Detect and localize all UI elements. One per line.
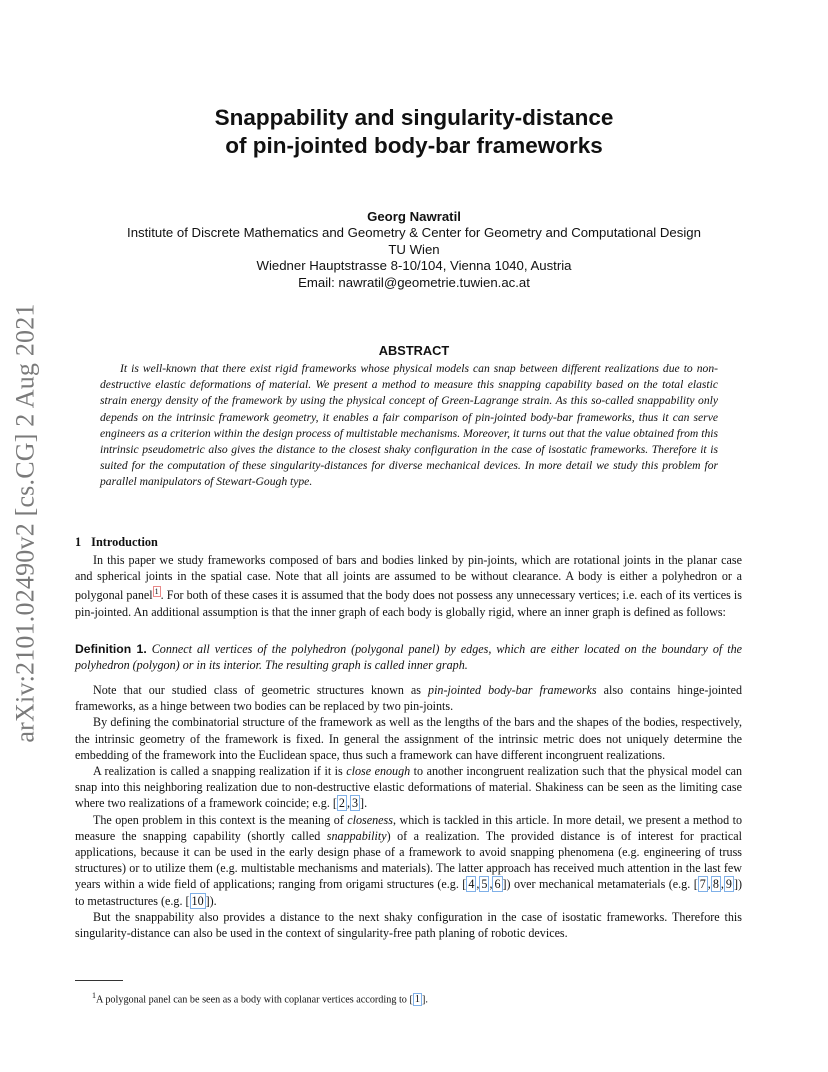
arxiv-identifier: arXiv:2101.02490v2 [cs.CG] 2 Aug 2021 <box>11 303 41 743</box>
paragraph-4: A realization is called a snapping realization if it is close enough to another incongruent realization such that the physical model can snap into this neighboring realization due to non-destructive elastic deformations of material. Shakiness can be seen as the limiting case where two realizations of a framework coincide; e.g. [ 2 , 3 ]. <box>75 764 742 811</box>
author-name: Georg Nawratil <box>367 209 461 224</box>
footnote-divider <box>75 980 123 981</box>
footnote-text: A polygonal panel can be seen as a body with coplanar vertices according to [ <box>96 994 413 1006</box>
footnote-mark: 1 <box>92 991 96 1000</box>
intro-text-a: In this paper we study frameworks composed of bars and bodies linked by pin-joints, which are rotational joints in the planar case and spherical joints in the spatial case. Note that all joints are assumed to be without clearance. A body is either a polyhedron or a polygonal panel <box>75 553 742 603</box>
section-heading <box>75 535 158 550</box>
abstract-heading: ABSTRACT <box>378 343 450 358</box>
intro-paragraph <box>75 552 742 620</box>
citation-link[interactable]: 3 <box>352 796 359 811</box>
citation-link[interactable]: 9 <box>725 877 732 892</box>
paper-title <box>0 104 828 160</box>
definition-text: Connect all vertices of the polyhedron (polygonal panel) by edges, which are either located on the boundary of the polyhedron (polygon) or in its interior. The resulting graph is called inner graph. <box>75 642 742 673</box>
author-block <box>0 209 828 291</box>
title-line-2: of pin-jointed body-bar frameworks <box>225 133 603 158</box>
footnote: $^1$A polygonal panel can be seen as a body with coplanar vertices according to [ 1 ]. <box>92 991 428 1006</box>
citation-link[interactable]: 1 <box>414 994 420 1006</box>
footnote-ref[interactable]: 1 <box>154 587 159 597</box>
paragraph-2: Note that our studied class of geometric structures known as pin-jointed body-bar frameworks also contains hinge-jointed frameworks, as a hinge between two bodies can be replaced by two pin-joints. <box>75 683 742 714</box>
intro-text-b: . For both of these cases it is assumed that the body does not possess any unnecessary vertices; i.e. each of its vertices is pin-jointed. An additional assumption is that the inner graph of each body is globally rigid, where an inner graph is defined as follows: <box>75 588 742 619</box>
citation-link[interactable]: 2 <box>338 796 345 811</box>
citation-link[interactable]: 8 <box>712 877 719 892</box>
paragraph-5: The open problem in this context is the meaning of closeness, which is tackled in this article. In more detail, we present a method to measure the snapping capability (shortly called snappability) of a realization. The provided distance is of interest for practical applications, because it can be used in the early design phase of a framework to avoid snapping phenomena (e.g. engineering of truss structures) or to utilize them (e.g. multistable mechanisms and materials). The latter approach has received much attention in the last few years within a wide field of applications; ranging from origami structures (e.g. [ 4 , 5 , 6 ]) over mechanical metamaterials (e.g. [ 7 , 8 , 9 ]) to metastructures (e.g. [ 10 ]). <box>75 812 743 908</box>
body-text <box>75 682 742 941</box>
definition-label: Definition 1. <box>75 642 147 656</box>
citation-link[interactable]: 10 <box>191 893 204 908</box>
author-address: Wiedner Hauptstrasse 8-10/104, Vienna 1040, Austria <box>256 258 572 274</box>
author-institution: TU Wien <box>388 241 440 257</box>
citation-link[interactable]: 7 <box>699 877 706 892</box>
paragraph-6: But the snappability also provides a distance to the next shaky configuration in the case of isostatic frameworks. Therefore this singularity-distance can also be used in the context of singularity-free path planing of robotic devices. <box>75 909 742 941</box>
citation-link[interactable]: 6 <box>494 877 501 892</box>
title-line-1: Snappability and singularity-distance <box>214 105 614 130</box>
author-affiliation: Institute of Discrete Mathematics and Geometry & Center for Geometry and Computational Design <box>127 225 701 241</box>
section-title: Introduction <box>91 535 158 549</box>
definition-block <box>75 641 742 673</box>
paragraph-3: By defining the combinatorial structure of the framework as well as the lengths of the bars and the shapes of the bodies, respectively, the intrinsic geometry of the framework is fixed. In general the assignment of the intrinsic metric does not uniquely determine the embedding of the framework into the Euclidean space, thus such a framework can have different incongruent realizations. <box>75 715 742 762</box>
citation-link[interactable]: 4 <box>468 877 475 892</box>
abstract-text: It is well-known that there exist rigid frameworks whose physical models can snap between different realizations due to non-destructive elastic deformations of material. We present a method to measure this snapping capability based on the total elastic strain energy density of the framework by using the physical concept of Green-Lagrange strain. As this so-called snappability only depends on the intrinsic framework geometry, it enables a fair comparison of pin-jointed body-bar frameworks, thus it can serve engineers as a criterion within the design process of multistable mechanisms. Moreover, it turns out that the value obtained from this intrinsic pseudometric also gives the distance to the closest shaky configuration in the case of isostatic frameworks. Therefore it is suited for the computation of these singularity-distances for diverse mechanical devices. In more detail we study this problem for parallel manipulators of Stewart-Gough type. <box>100 362 718 489</box>
arxiv-sidebar <box>6 288 46 758</box>
author-email[interactable]: Email: nawratil@geometrie.tuwien.ac.at <box>298 274 530 290</box>
citation-link[interactable]: 5 <box>481 877 488 892</box>
section-number: 1 <box>75 535 82 549</box>
